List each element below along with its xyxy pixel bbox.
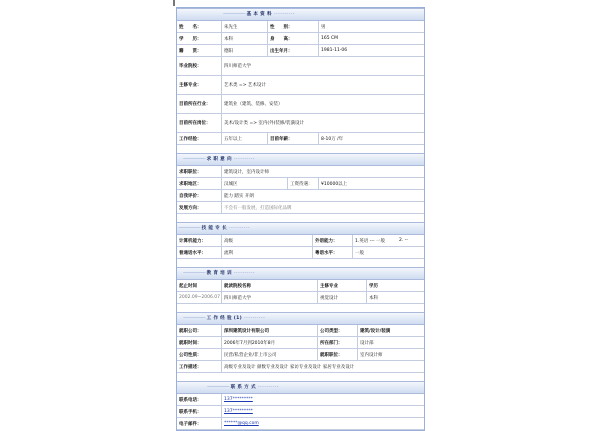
language-value-2: 2. -- [399,238,408,243]
major-value: 艺术类 => 艺术设计 [224,83,266,88]
target-area-value: 汉城区 [222,178,288,189]
section-title: —————— 教 育 培 训 - - - [183,270,254,276]
employment-label: 就职时间： [177,337,222,348]
hometown-label: 籍 贯： [177,45,222,56]
section-header-work [177,312,424,325]
language-value: 1.英语 --- 一般 [355,238,386,244]
table-row [177,337,424,349]
pay-label: 工资待遇： [288,178,319,189]
mobile-link[interactable]: 137********* [224,409,253,414]
period-header: 起止时间 [177,280,222,291]
school-label: 毕业院校： [177,57,222,75]
experience-label: 工作经验： [177,133,222,144]
section-title: —————— 技 能 专 长 - - - [178,225,249,231]
section-header-education [177,267,424,280]
education-value: 本科 [222,33,268,44]
direction-label: 发展方向： [177,202,222,213]
birth-value: 1981-11-06 [321,48,348,53]
table-header-row [177,280,424,292]
table-row [177,349,424,361]
company-value: 深圳建筑设计有限公司 [222,325,318,336]
period-value: 2002.09~2006.07 [177,292,222,303]
table-row [177,178,424,190]
hometown-value: 德阳 [222,45,268,56]
table-row [177,166,424,178]
table-row [177,247,424,259]
direction-value: 不会有一般发展，打造国际化品牌 [224,205,292,211]
section-title: —————— 基 本 资 料 - - - [223,11,294,17]
section-header-skills [177,222,424,235]
phone-link[interactable]: 137********* [224,397,253,402]
degree-value: 本科 [369,295,378,301]
language-label: 外语能力： [313,235,353,246]
industry-label: 目前所在行业： [177,95,222,113]
company-type-value: 建筑/设计/装潢 [360,328,391,334]
gender-value: 男 [321,24,326,30]
cantonese-label: 粤语水平： [313,247,353,258]
self-eval-value: 能力 踏实 开朗 [224,193,254,199]
major-label: 主修专业： [177,76,222,94]
email-label: 电子邮件： [177,418,222,429]
job-title-value: 室内设计师 [360,352,383,358]
table-row [177,361,424,373]
section-title: —————— 求 职 意 向 - - - [183,156,254,162]
major-header: 主修专业 [318,280,367,291]
target-position-label: 求职职位： [177,166,222,177]
job-desc-label: 工作描述： [177,361,222,372]
table-row [177,394,424,406]
birth-label: 出生年月： [268,45,319,56]
gender-label: 性 别： [268,21,319,32]
phone-label: 联系电话： [177,394,222,405]
department-label: 所在部门： [318,337,358,348]
table-row [177,325,424,337]
computer-label: 计算机能力： [177,235,222,246]
table-row [177,406,424,418]
height-value: 165 CM [321,36,339,41]
mobile-label: 联系手机： [177,406,222,417]
resume-document [176,7,425,431]
degree-header: 学历 [369,283,378,289]
salary-value: 8-10万 /年 [321,136,344,142]
company-type-label: 公司类型： [318,325,358,336]
table-row [177,418,424,430]
table-row [177,76,424,95]
table-row [177,292,424,304]
nature-value: 民营/私营企业/非上市公司 [222,349,318,360]
table-row [177,133,424,145]
pay-value: ¥10000以上 [321,181,348,187]
employment-value: 2006年7月到2010年8月 [222,337,318,348]
section-header-basic [177,8,424,21]
table-row [177,114,424,133]
email-link[interactable]: ******@qq.com [224,421,259,426]
nature-label: 公司性质： [177,349,222,360]
job-title-label: 就职职位： [318,349,358,360]
table-row [177,21,424,33]
name-label: 姓 名： [177,21,222,32]
table-row [177,57,424,76]
section-header-contact [177,381,424,394]
target-position-value: 建筑设计，室内设计师 [224,169,269,175]
height-label: 身 高： [268,33,319,44]
table-row [177,202,424,214]
table-row [177,45,424,57]
section-title: —————— 工 作 经 验 (1) - - - [183,315,264,321]
page-edge-mark [173,0,175,6]
section-title: —————— 联 系 方 式 - - - [207,384,278,390]
mandarin-value: 流利 [222,247,313,258]
self-eval-label: 自我评价： [177,190,222,201]
school-value: 四川师范大学 [222,292,318,303]
table-row [177,33,424,45]
major-value: 视觉设计 [318,292,367,303]
company-label: 就职公司： [177,325,222,336]
table-row [177,190,424,202]
table-row [177,95,424,114]
industry-value: 建筑业（建筑、装修、安装） [224,102,283,107]
education-label: 学 历： [177,33,222,44]
computer-value: 高级 [222,235,313,246]
department-value: 设计部 [360,340,374,346]
experience-value: 五年以上 [222,133,268,144]
school-header: 就读院校名称 [222,280,318,291]
section-header-intent [177,153,424,166]
name-value: 朱先生 [222,21,268,32]
salary-label: 目前年薪： [268,133,319,144]
job-desc-value: 高级专业及设计 颜数专业及设计 家访专业及设计 家居专业及设计 [224,364,355,370]
target-area-label: 求职地区： [177,178,222,189]
table-row [177,235,424,247]
mandarin-label: 普通话水平： [177,247,222,258]
post-value: 美术/设计类 => 室内(外)装修/装潢设计 [224,121,304,126]
school-value: 四川师范大学 [224,64,251,69]
post-label: 目前所在岗位： [177,114,222,132]
cantonese-value: 一般 [355,250,364,256]
